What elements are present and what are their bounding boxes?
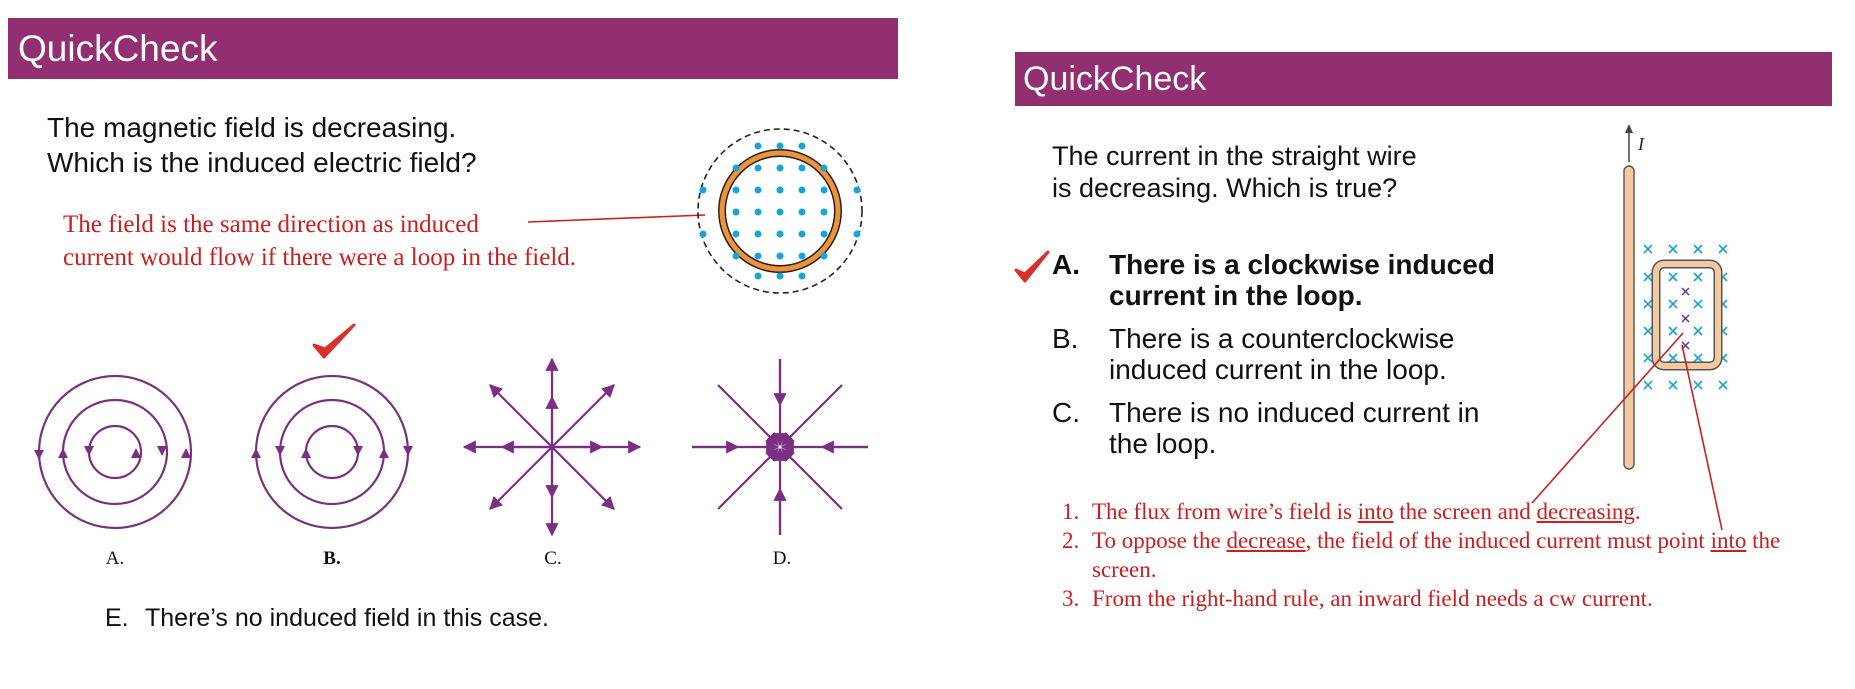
right-reasons xyxy=(1062,497,1830,613)
reason-3-num: 3. xyxy=(1062,586,1080,611)
right-option-c-label: C. xyxy=(1052,397,1080,428)
reason-2-num: 2. xyxy=(1062,528,1080,553)
option-b-label: B. xyxy=(323,548,341,569)
reason-1-text-a: The flux from wire’s field is xyxy=(1092,499,1358,524)
option-e-label: E. xyxy=(105,604,129,632)
right-title: QuickCheck xyxy=(1023,59,1207,98)
reason-1-num: 1. xyxy=(1062,499,1080,524)
reason-1-text-c: . xyxy=(1634,499,1641,524)
right-question-line1: The current in the straight wire xyxy=(1052,141,1417,171)
left-question-line2: Which is the induced electric field? xyxy=(47,147,477,178)
reason-2-text-a: To oppose the xyxy=(1092,528,1227,553)
reason-2-underline-decrease: decrease xyxy=(1226,528,1306,553)
right-option-b-label: B. xyxy=(1052,323,1079,354)
reason-1-underline-into: into xyxy=(1357,499,1394,524)
left-question-line1: The magnetic field is decreasing. xyxy=(47,112,457,143)
reason-2 xyxy=(1062,526,1830,584)
option-c-label: C. xyxy=(544,548,562,569)
reason-1 xyxy=(1062,497,1830,526)
right-option-a-label: A. xyxy=(1052,249,1080,280)
reason-1-text-b: the screen and xyxy=(1393,499,1537,524)
option-a-label: A. xyxy=(105,548,125,569)
left-note-line1: The field is the same direction as induced xyxy=(63,211,479,238)
reason-3-text: From the right-hand rule, an inward field needs a cw current. xyxy=(1092,586,1653,611)
reason-2-text-b: , the field of the induced current must point xyxy=(1305,528,1711,553)
left-note-line2: current would flow if there were a loop in the field. xyxy=(63,244,577,271)
reason-2-text-c: the screen. xyxy=(1092,528,1781,582)
right-question-line2: is decreasing. Which is true? xyxy=(1052,173,1398,203)
right-option-a-text: There is a clockwise induced current in the loop. xyxy=(1109,249,1495,311)
reason-3 xyxy=(1062,584,1830,613)
right-option-c-text: There is no induced current in the loop. xyxy=(1109,397,1480,459)
reason-1-underline-decreasing: decreasing xyxy=(1536,499,1635,524)
option-d-label: D. xyxy=(772,548,792,569)
current-symbol: I xyxy=(1638,134,1644,154)
reason-2-underline-into: into xyxy=(1710,528,1747,553)
left-title: QuickCheck xyxy=(18,27,218,69)
option-e-text: There’s no induced field in this case. xyxy=(145,604,549,632)
right-option-b-text: There is a counterclockwise induced current in the loop. xyxy=(1109,323,1455,385)
